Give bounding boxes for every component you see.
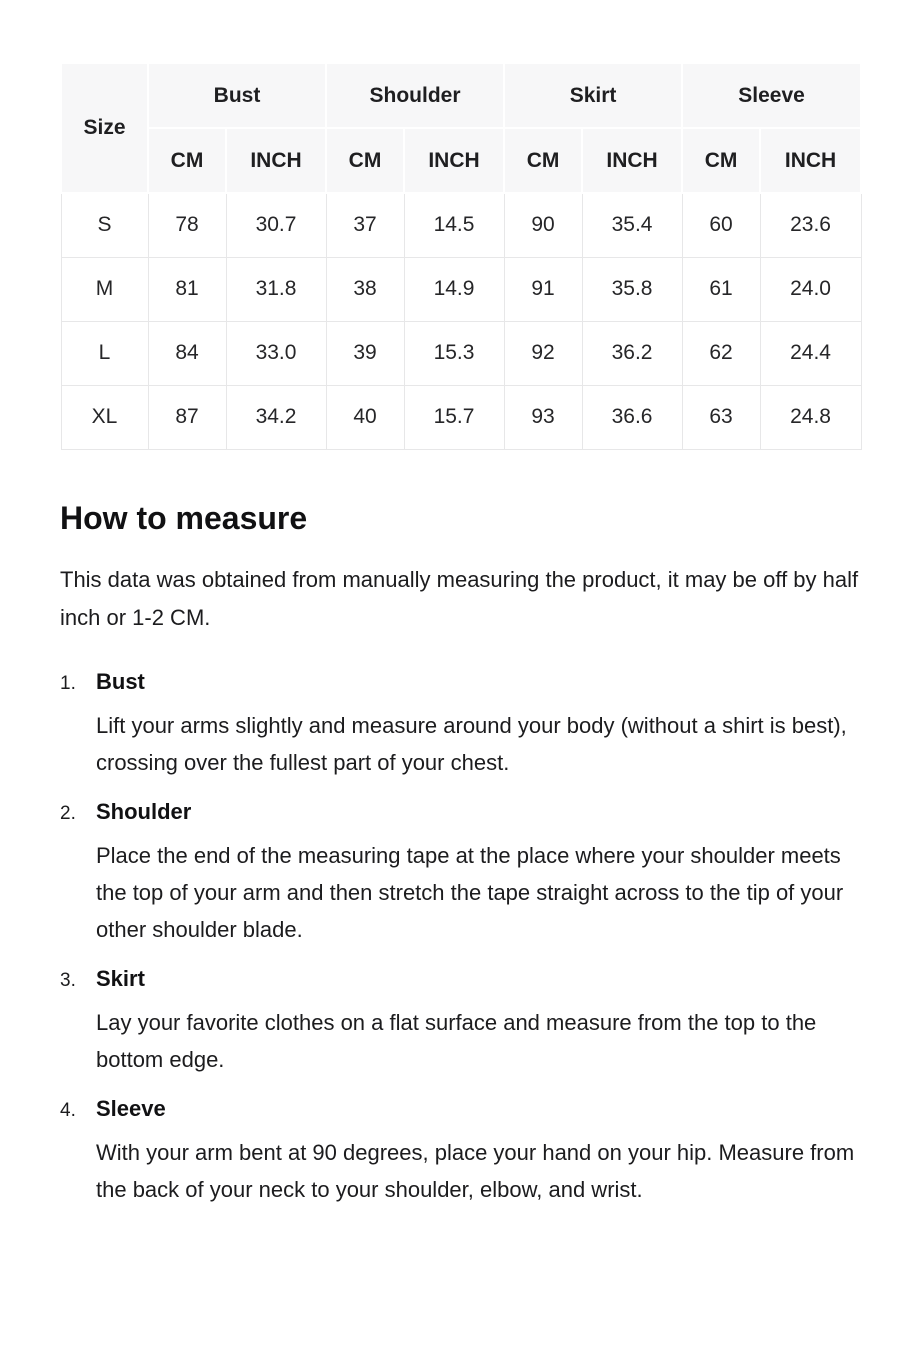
measurement-cell: 36.6 <box>582 385 682 449</box>
measurement-cell: 35.8 <box>582 257 682 321</box>
size-chart-table <box>60 62 862 450</box>
size-chart-header <box>61 63 861 193</box>
measurement-cell: 34.2 <box>226 385 326 449</box>
measurement-cell: 92 <box>504 321 582 385</box>
size-row <box>61 193 861 257</box>
size-row <box>61 321 861 385</box>
group-header-skirt: Skirt <box>504 63 682 128</box>
measurement-cell: 93 <box>504 385 582 449</box>
step-title: Shoulder <box>96 798 192 824</box>
size-corner-header: Size <box>61 63 148 193</box>
measure-step <box>60 667 860 781</box>
measurement-cell: 36.2 <box>582 321 682 385</box>
measure-disclaimer: This data was obtained from manually measuring the product, it may be off by half inch or 1-2 CM. <box>60 566 859 630</box>
unit-header-inch: INCH <box>404 128 504 193</box>
measure-step <box>60 797 860 948</box>
measurement-cell: 60 <box>682 193 760 257</box>
size-label-cell: L <box>61 321 148 385</box>
measurement-cell: 24.8 <box>760 385 861 449</box>
step-number: 1. <box>60 672 76 694</box>
measurement-cell: 61 <box>682 257 760 321</box>
group-header-shoulder: Shoulder <box>326 63 504 128</box>
measure-step <box>60 1094 860 1208</box>
measurement-cell: 24.4 <box>760 321 861 385</box>
size-table-body <box>61 193 861 449</box>
step-title: Skirt <box>96 965 145 991</box>
measurement-cell: 35.4 <box>582 193 682 257</box>
measurement-cell: 62 <box>682 321 760 385</box>
measurement-cell: 24.0 <box>760 257 861 321</box>
size-row <box>61 385 861 449</box>
step-description: Place the end of the measuring tape at the place where your shoulder meets the top of your arm and then stretch the tape straight across to the tip of your other shoulder blade. <box>96 842 844 942</box>
step-title: Bust <box>96 668 145 694</box>
size-row <box>61 257 861 321</box>
measurement-cell: 23.6 <box>760 193 861 257</box>
measurement-cell: 78 <box>148 193 226 257</box>
unit-header-cm: CM <box>682 128 760 193</box>
header-group-row <box>61 63 861 128</box>
measurement-cell: 14.9 <box>404 257 504 321</box>
measurement-cell: 30.7 <box>226 193 326 257</box>
measurement-cell: 40 <box>326 385 404 449</box>
size-label-cell: S <box>61 193 148 257</box>
measure-steps <box>60 667 860 1208</box>
measure-step <box>60 964 860 1078</box>
measurement-cell: 63 <box>682 385 760 449</box>
measurement-cell: 14.5 <box>404 193 504 257</box>
measurement-cell: 15.3 <box>404 321 504 385</box>
step-description: With your arm bent at 90 degrees, place your hand on your hip. Measure from the back of your neck to your shoulder, elbow, and wrist. <box>96 1139 855 1202</box>
measurement-cell: 37 <box>326 193 404 257</box>
measurement-cell: 31.8 <box>226 257 326 321</box>
unit-header-cm: CM <box>148 128 226 193</box>
step-description: Lift your arms slightly and measure around your body (without a shirt is best), crossing over the fullest part of your chest. <box>96 712 847 775</box>
group-header-bust: Bust <box>148 63 326 128</box>
step-description: Lay your favorite clothes on a flat surface and measure from the top to the bottom edge. <box>96 1009 817 1072</box>
size-label-cell: XL <box>61 385 148 449</box>
header-unit-row <box>61 128 861 193</box>
measurement-cell: 91 <box>504 257 582 321</box>
unit-header-inch: INCH <box>226 128 326 193</box>
measurement-cell: 39 <box>326 321 404 385</box>
how-to-measure-section <box>60 500 860 1208</box>
unit-header-inch: INCH <box>760 128 861 193</box>
measurement-cell: 90 <box>504 193 582 257</box>
group-header-sleeve: Sleeve <box>682 63 861 128</box>
measurement-cell: 38 <box>326 257 404 321</box>
size-label-cell: M <box>61 257 148 321</box>
measurement-cell: 84 <box>148 321 226 385</box>
unit-header-cm: CM <box>326 128 404 193</box>
step-number: 3. <box>60 969 76 991</box>
step-number: 4. <box>60 1099 76 1121</box>
unit-header-inch: INCH <box>582 128 682 193</box>
how-to-measure-title: How to measure <box>60 499 308 536</box>
measurement-cell: 81 <box>148 257 226 321</box>
measurement-cell: 33.0 <box>226 321 326 385</box>
measurement-cell: 15.7 <box>404 385 504 449</box>
unit-header-cm: CM <box>504 128 582 193</box>
measurement-cell: 87 <box>148 385 226 449</box>
step-number: 2. <box>60 802 76 824</box>
step-title: Sleeve <box>96 1095 166 1121</box>
